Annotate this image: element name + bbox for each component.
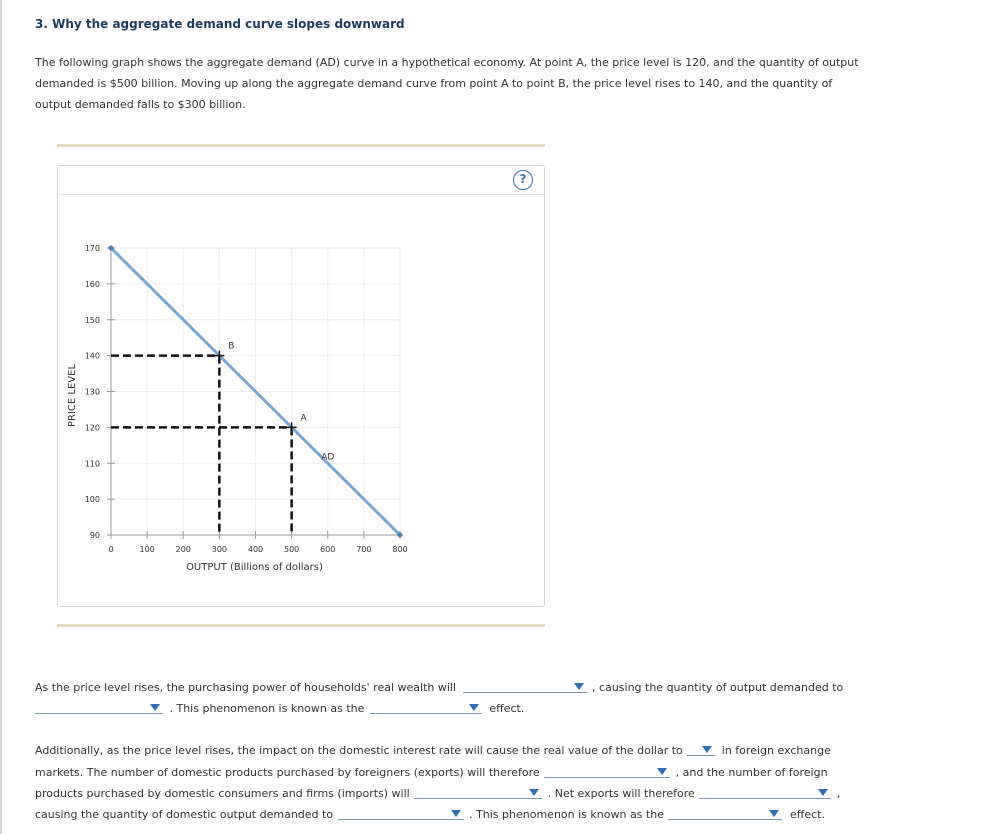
answer-line-6 bbox=[35, 804, 825, 825]
x-tick-label: 200 bbox=[175, 545, 191, 554]
p2-text-4: , and the number of foreign bbox=[675, 766, 828, 779]
p2-text-9: . This phenomenon is known as the bbox=[469, 808, 664, 821]
ad-curve-endpoint bbox=[109, 246, 114, 251]
p2-text-8: causing the quantity of domestic output demanded to bbox=[35, 808, 334, 821]
point-b-label: B bbox=[228, 341, 235, 352]
y-tick-label: 150 bbox=[84, 315, 100, 325]
x-tick-label: 800 bbox=[392, 545, 408, 554]
help-icon[interactable]: ? bbox=[513, 170, 533, 190]
x-tick-label: 0 bbox=[108, 545, 114, 554]
wealth-purchasing-power-dropdown[interactable] bbox=[463, 680, 587, 693]
ad-curve-endpoint bbox=[398, 533, 403, 538]
answer-line-5 bbox=[35, 783, 840, 804]
p2-text-10: effect. bbox=[789, 808, 825, 821]
chart-ticks bbox=[85, 244, 408, 554]
intro-line-1: The following graph shows the aggregate demand (AD) curve in a hypothetical economy. At point A, the price level is 120, and the quantity of output bbox=[35, 56, 859, 69]
answer-line-2 bbox=[35, 698, 524, 719]
point-a-label: A bbox=[300, 413, 307, 424]
dollar-value-dropdown[interactable] bbox=[687, 743, 715, 756]
answer-line-1 bbox=[35, 677, 843, 698]
intro-line-3: output demanded falls to $300 billion. bbox=[35, 98, 246, 111]
quantity-demanded-dropdown-2[interactable] bbox=[338, 807, 464, 820]
p2-text-2: in foreign exchange bbox=[721, 744, 831, 757]
p2-text-6: . Net exports will therefore bbox=[547, 787, 695, 800]
answer-line-4 bbox=[35, 762, 828, 783]
x-tick-label: 500 bbox=[283, 545, 300, 554]
p1-text-4: effect. bbox=[489, 702, 525, 715]
x-tick-label: 100 bbox=[139, 545, 155, 554]
quantity-demanded-dropdown-1[interactable] bbox=[35, 701, 163, 714]
y-tick-label: 110 bbox=[84, 459, 100, 469]
x-tick-label: 300 bbox=[211, 545, 228, 554]
p2-text-3: markets. The number of domestic products purchased by foreigners (exports) will therefore bbox=[35, 766, 540, 779]
imports-dropdown[interactable] bbox=[414, 786, 542, 799]
y-tick-label: 120 bbox=[84, 423, 100, 433]
y-axis-label: PRICE LEVEL bbox=[67, 363, 78, 428]
graph-bottom-divider bbox=[57, 624, 545, 627]
p2-text-5: products purchased by domestic consumers and firms (imports) will bbox=[35, 787, 410, 800]
y-tick-label: 170 bbox=[84, 244, 100, 253]
net-exports-dropdown[interactable] bbox=[699, 786, 831, 799]
chevron-down-icon bbox=[769, 810, 779, 817]
chevron-down-icon bbox=[469, 704, 479, 711]
y-tick-label: 160 bbox=[84, 279, 100, 289]
chart-guides bbox=[111, 356, 292, 535]
y-tick-label: 140 bbox=[84, 351, 100, 361]
y-tick-label: 90 bbox=[89, 531, 100, 540]
p1-text-1: As the price level rises, the purchasing power of households' real wealth will bbox=[35, 681, 457, 694]
ad-curve-label: AD bbox=[321, 452, 335, 463]
p2-text-1: Additionally, as the price level rises, the impact on the domestic interest rate will cause the real value of the dollar to bbox=[35, 744, 683, 757]
p1-text-3: . This phenomenon is known as the bbox=[169, 702, 365, 715]
x-tick-label: 700 bbox=[356, 545, 372, 554]
intro-line-2: demanded is $500 billion. Moving up along the aggregate demand curve from point A to point B, the price level rises to 140, and the quantity of bbox=[35, 77, 833, 90]
effect-dropdown-1[interactable] bbox=[370, 701, 482, 714]
chevron-down-icon bbox=[529, 789, 539, 796]
y-tick-label: 130 bbox=[84, 387, 100, 397]
chevron-down-icon bbox=[702, 746, 712, 753]
chevron-down-icon bbox=[657, 768, 667, 775]
chevron-down-icon bbox=[150, 704, 160, 711]
chart-labels bbox=[67, 342, 334, 573]
x-tick-label: 600 bbox=[320, 545, 336, 554]
chevron-down-icon bbox=[574, 683, 584, 690]
y-tick-label: 100 bbox=[84, 495, 100, 505]
x-axis-label: OUTPUT (Billions of dollars) bbox=[186, 562, 323, 573]
question-title: 3. Why the aggregate demand curve slopes downward bbox=[35, 17, 405, 31]
p1-text-2: , causing the quantity of output demanded to bbox=[592, 681, 844, 694]
answer-line-3 bbox=[35, 740, 831, 761]
chevron-down-icon bbox=[818, 789, 828, 796]
chevron-down-icon bbox=[451, 810, 461, 817]
effect-dropdown-2[interactable] bbox=[668, 807, 782, 820]
x-tick-label: 400 bbox=[247, 545, 264, 554]
exports-dropdown[interactable] bbox=[544, 765, 670, 778]
p2-text-7: , bbox=[836, 787, 841, 800]
